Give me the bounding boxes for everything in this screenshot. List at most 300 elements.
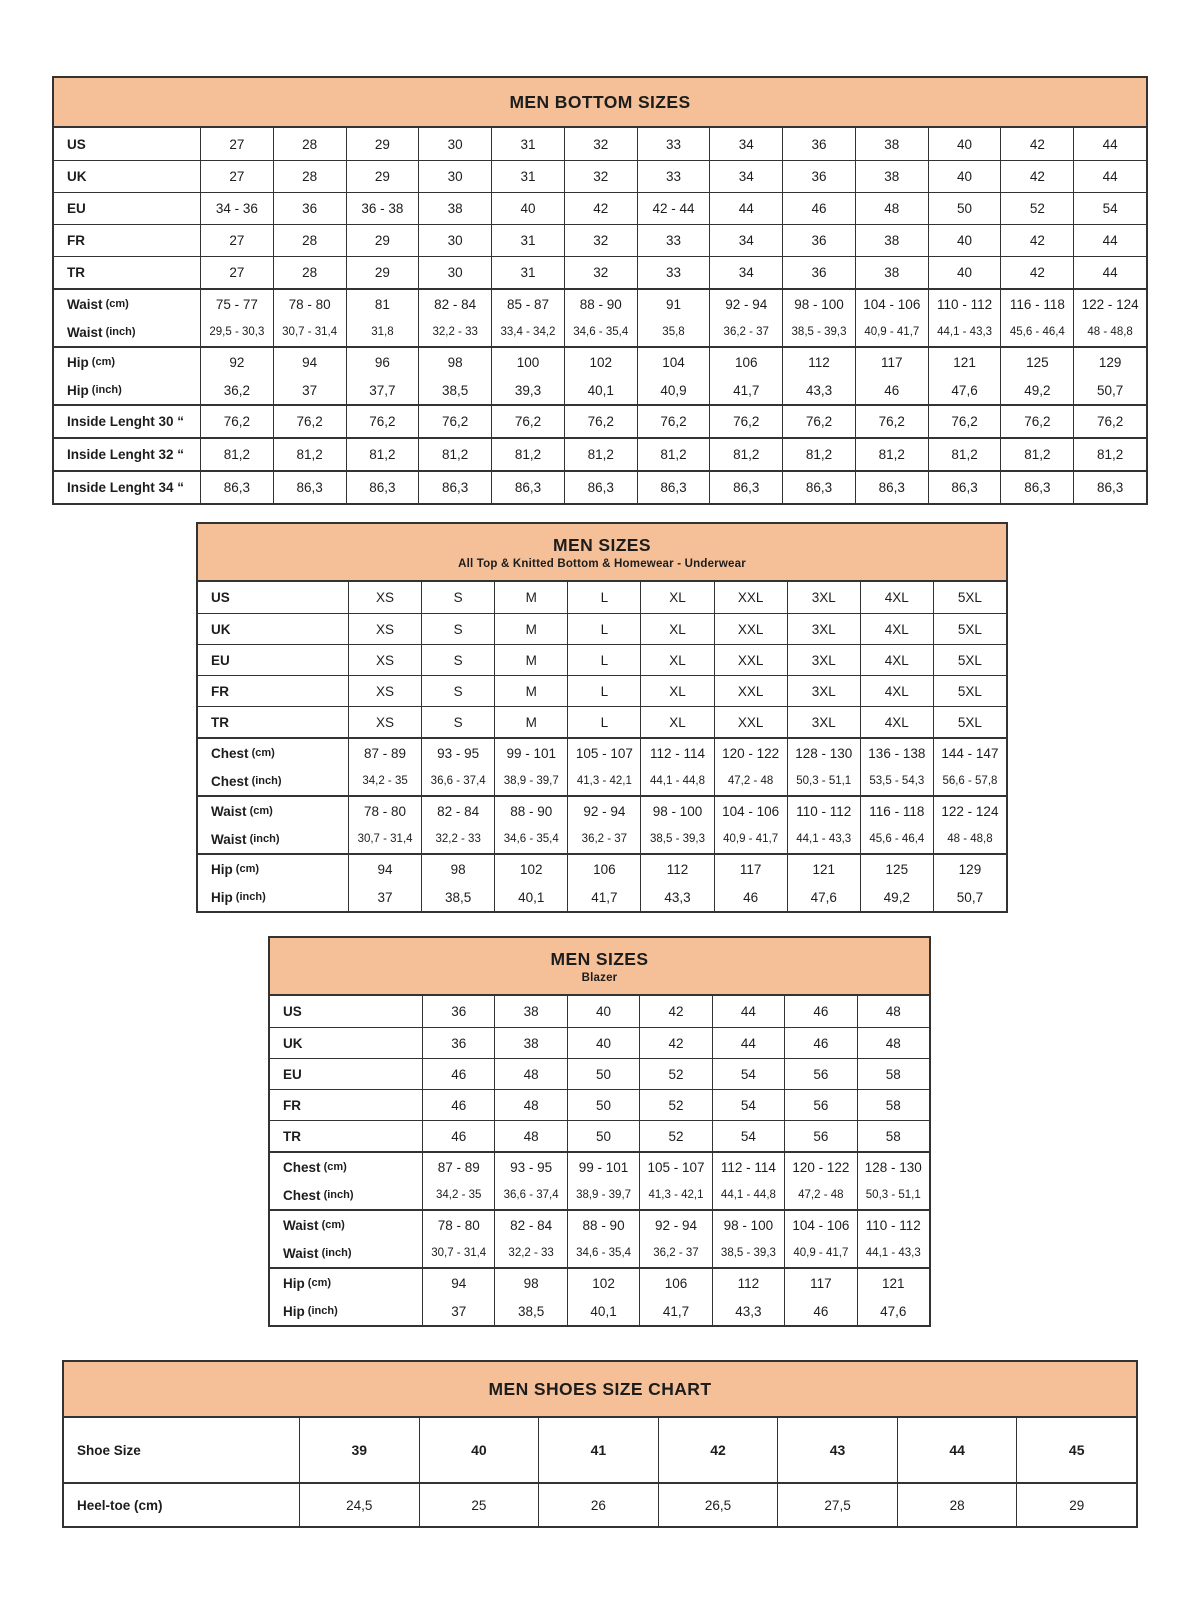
size-cell: 58 bbox=[857, 1090, 929, 1120]
size-cell: 116 - 118 bbox=[860, 797, 933, 825]
size-cell: 81,2 bbox=[564, 439, 637, 470]
size-cell: 33,4 - 34,2 bbox=[491, 318, 564, 346]
size-cell: 87 - 89 bbox=[348, 739, 421, 767]
size-cell: 104 bbox=[637, 348, 710, 376]
size-cell: 49,2 bbox=[860, 883, 933, 911]
size-cell: 93 - 95 bbox=[421, 739, 494, 767]
size-cell: 34,6 - 35,4 bbox=[494, 825, 567, 853]
size-cell: 41,7 bbox=[567, 883, 640, 911]
size-cell: 38 bbox=[855, 257, 928, 288]
size-cell: 45 bbox=[1016, 1418, 1136, 1482]
row-group bbox=[64, 1482, 1136, 1526]
size-row bbox=[270, 1239, 929, 1267]
size-row bbox=[198, 739, 1006, 767]
size-cell: 27 bbox=[200, 161, 273, 192]
size-cell: 45,6 - 46,4 bbox=[1000, 318, 1073, 346]
size-row bbox=[270, 1153, 929, 1181]
size-cell: 76,2 bbox=[564, 406, 637, 437]
size-cell: 29 bbox=[346, 257, 419, 288]
size-cell: 36,6 - 37,4 bbox=[421, 767, 494, 795]
row-label: Hip (inch) bbox=[283, 1303, 338, 1319]
size-cell: 33 bbox=[637, 225, 710, 256]
size-row bbox=[270, 1211, 929, 1239]
size-cell: 42 bbox=[564, 193, 637, 224]
size-row bbox=[54, 318, 1146, 346]
size-cell: 46 bbox=[784, 1028, 856, 1058]
size-row bbox=[270, 1269, 929, 1297]
size-cell: 54 bbox=[712, 1059, 784, 1089]
size-row bbox=[54, 406, 1146, 437]
size-cell: 39 bbox=[299, 1418, 419, 1482]
size-cell: 42 bbox=[1000, 128, 1073, 160]
row-label: Waist (inch) bbox=[67, 324, 136, 340]
table-header bbox=[54, 78, 1146, 128]
row-group bbox=[198, 853, 1006, 911]
row-label: Waist (cm) bbox=[211, 803, 273, 819]
row-label: Heel-toe (cm) bbox=[77, 1497, 163, 1513]
size-cell: 32 bbox=[564, 225, 637, 256]
row-label: Inside Lenght 32 “ bbox=[67, 447, 185, 462]
size-cell: 37 bbox=[273, 376, 346, 404]
size-cell: 82 - 84 bbox=[418, 290, 491, 318]
size-cell: 76,2 bbox=[418, 406, 491, 437]
size-cell: 75 - 77 bbox=[200, 290, 273, 318]
size-cell: 88 - 90 bbox=[567, 1211, 639, 1239]
size-cell: XL bbox=[640, 582, 713, 613]
size-cell: 48 - 48,8 bbox=[1073, 318, 1146, 346]
size-cell: 106 bbox=[709, 348, 782, 376]
size-cell: 48 bbox=[494, 1059, 566, 1089]
size-cell: 38,5 - 39,3 bbox=[782, 318, 855, 346]
size-cell: 78 - 80 bbox=[422, 1211, 494, 1239]
size-cell: XL bbox=[640, 645, 713, 675]
size-cell: 38 bbox=[855, 128, 928, 160]
size-cell: 106 bbox=[567, 855, 640, 883]
size-cell: 86,3 bbox=[637, 472, 710, 503]
size-cell: 34 bbox=[709, 225, 782, 256]
row-group bbox=[54, 128, 1146, 288]
size-cell: M bbox=[494, 676, 567, 706]
size-cell: 104 - 106 bbox=[714, 797, 787, 825]
size-cell: 36,2 bbox=[200, 376, 273, 404]
size-cell: 41,3 - 42,1 bbox=[639, 1181, 711, 1209]
size-cell: 98 bbox=[494, 1269, 566, 1297]
size-cell: 5XL bbox=[933, 582, 1006, 613]
size-cell: 125 bbox=[1000, 348, 1073, 376]
size-row bbox=[64, 1418, 1136, 1482]
size-cell: 46 bbox=[782, 193, 855, 224]
size-cell: 82 - 84 bbox=[421, 797, 494, 825]
row-label: Shoe Size bbox=[77, 1442, 141, 1458]
row-group bbox=[54, 470, 1146, 503]
table-title: MEN SHOES SIZE CHART bbox=[488, 1378, 712, 1399]
size-cell: 121 bbox=[928, 348, 1001, 376]
row-label: Waist (cm) bbox=[283, 1217, 345, 1233]
size-cell: 41,7 bbox=[709, 376, 782, 404]
size-cell: 36 bbox=[782, 225, 855, 256]
size-cell: 86,3 bbox=[491, 472, 564, 503]
size-cell: 98 - 100 bbox=[712, 1211, 784, 1239]
size-cell: 4XL bbox=[860, 707, 933, 737]
row-label: Hip (inch) bbox=[67, 382, 122, 398]
size-row bbox=[198, 767, 1006, 795]
size-cell: 105 - 107 bbox=[567, 739, 640, 767]
size-cell: 26 bbox=[538, 1484, 658, 1526]
size-cell: 122 - 124 bbox=[1073, 290, 1146, 318]
size-cell: 31,8 bbox=[346, 318, 419, 346]
size-cell: 121 bbox=[787, 855, 860, 883]
size-row bbox=[198, 797, 1006, 825]
row-label: EU bbox=[211, 652, 230, 668]
size-cell: 52 bbox=[639, 1121, 711, 1151]
size-cell: 40 bbox=[928, 128, 1001, 160]
row-label: Hip (cm) bbox=[67, 354, 116, 370]
size-row bbox=[54, 348, 1146, 376]
size-cell: 28 bbox=[897, 1484, 1017, 1526]
size-cell: 32,2 - 33 bbox=[421, 825, 494, 853]
row-label: FR bbox=[67, 233, 85, 248]
size-cell: 105 - 107 bbox=[639, 1153, 711, 1181]
size-cell: 38 bbox=[855, 161, 928, 192]
size-cell: 81,2 bbox=[273, 439, 346, 470]
size-row bbox=[270, 1297, 929, 1325]
size-cell: 125 bbox=[860, 855, 933, 883]
size-cell: XXL bbox=[714, 645, 787, 675]
size-cell: 44,1 - 43,3 bbox=[787, 825, 860, 853]
size-cell: 30,7 - 31,4 bbox=[348, 825, 421, 853]
size-cell: 25 bbox=[419, 1484, 539, 1526]
size-cell: 100 bbox=[491, 348, 564, 376]
size-cell: 112 bbox=[782, 348, 855, 376]
row-group bbox=[54, 346, 1146, 404]
size-cell: 40 bbox=[928, 225, 1001, 256]
size-cell: 56,6 - 57,8 bbox=[933, 767, 1006, 795]
size-cell: 36 bbox=[273, 193, 346, 224]
size-cell: 50,3 - 51,1 bbox=[857, 1181, 929, 1209]
size-cell: 36 bbox=[422, 996, 494, 1027]
size-cell: 102 bbox=[567, 1269, 639, 1297]
row-group bbox=[270, 1267, 929, 1325]
size-cell: 36,2 - 37 bbox=[639, 1239, 711, 1267]
size-cell: 30,7 - 31,4 bbox=[422, 1239, 494, 1267]
size-cell: 86,3 bbox=[418, 472, 491, 503]
size-cell: 49,2 bbox=[1000, 376, 1073, 404]
size-cell: 40 bbox=[567, 1028, 639, 1058]
size-cell: 3XL bbox=[787, 707, 860, 737]
size-cell: 92 - 94 bbox=[709, 290, 782, 318]
size-cell: 32,2 - 33 bbox=[418, 318, 491, 346]
size-cell: 3XL bbox=[787, 582, 860, 613]
size-cell: 29 bbox=[346, 128, 419, 160]
size-cell: 86,3 bbox=[346, 472, 419, 503]
size-row bbox=[54, 256, 1146, 288]
size-cell: 48 bbox=[494, 1090, 566, 1120]
size-cell: 30 bbox=[418, 128, 491, 160]
size-cell: 40 bbox=[928, 257, 1001, 288]
size-cell: 4XL bbox=[860, 614, 933, 644]
size-cell: 44 bbox=[712, 1028, 784, 1058]
size-cell: 44,1 - 44,8 bbox=[640, 767, 713, 795]
size-cell: 81 bbox=[346, 290, 419, 318]
size-cell: 38 bbox=[494, 1028, 566, 1058]
size-cell: 102 bbox=[564, 348, 637, 376]
size-cell: L bbox=[567, 614, 640, 644]
size-cell: 86,3 bbox=[1073, 472, 1146, 503]
size-cell: 85 - 87 bbox=[491, 290, 564, 318]
size-cell: XL bbox=[640, 676, 713, 706]
size-cell: 52 bbox=[639, 1059, 711, 1089]
row-group bbox=[198, 737, 1006, 795]
size-cell: 56 bbox=[784, 1090, 856, 1120]
size-cell: 76,2 bbox=[928, 406, 1001, 437]
size-cell: 54 bbox=[712, 1090, 784, 1120]
size-cell: 136 - 138 bbox=[860, 739, 933, 767]
row-group bbox=[64, 1418, 1136, 1482]
size-cell: 128 - 130 bbox=[857, 1153, 929, 1181]
size-cell: 47,6 bbox=[857, 1297, 929, 1325]
table-header bbox=[64, 1362, 1136, 1418]
size-cell: XXL bbox=[714, 614, 787, 644]
size-cell: 5XL bbox=[933, 645, 1006, 675]
size-cell: 44 bbox=[1073, 225, 1146, 256]
size-cell: 47,2 - 48 bbox=[784, 1181, 856, 1209]
size-cell: 36 bbox=[782, 257, 855, 288]
size-cell: 44,1 - 43,3 bbox=[928, 318, 1001, 346]
size-cell: 30,7 - 31,4 bbox=[273, 318, 346, 346]
row-label: US bbox=[283, 1004, 302, 1019]
size-cell: 33 bbox=[637, 128, 710, 160]
size-cell: 92 - 94 bbox=[567, 797, 640, 825]
size-cell: XS bbox=[348, 676, 421, 706]
size-cell: 40,1 bbox=[494, 883, 567, 911]
size-cell: 44 bbox=[712, 996, 784, 1027]
row-label: US bbox=[67, 136, 86, 152]
size-row bbox=[54, 290, 1146, 318]
size-cell: 31 bbox=[491, 128, 564, 160]
size-cell: 106 bbox=[639, 1269, 711, 1297]
size-cell: 5XL bbox=[933, 676, 1006, 706]
size-cell: 78 - 80 bbox=[348, 797, 421, 825]
size-cell: XS bbox=[348, 614, 421, 644]
size-row bbox=[270, 1027, 929, 1058]
size-cell: 36,2 - 37 bbox=[709, 318, 782, 346]
size-cell: 34 - 36 bbox=[200, 193, 273, 224]
size-cell: 86,3 bbox=[928, 472, 1001, 503]
size-cell: 53,5 - 54,3 bbox=[860, 767, 933, 795]
size-cell: 56 bbox=[784, 1059, 856, 1089]
size-cell: 98 bbox=[421, 855, 494, 883]
row-group bbox=[54, 404, 1146, 437]
size-cell: 31 bbox=[491, 161, 564, 192]
size-cell: 81,2 bbox=[200, 439, 273, 470]
size-row bbox=[198, 706, 1006, 737]
size-row bbox=[54, 224, 1146, 256]
row-label: Chest (inch) bbox=[211, 773, 282, 789]
size-cell: 43,3 bbox=[640, 883, 713, 911]
men-sizes-blazer-table bbox=[268, 936, 931, 1327]
size-cell: S bbox=[421, 676, 494, 706]
size-cell: 86,3 bbox=[709, 472, 782, 503]
size-cell: L bbox=[567, 676, 640, 706]
table-body bbox=[270, 996, 929, 1325]
size-cell: 41 bbox=[538, 1418, 658, 1482]
size-cell: M bbox=[494, 582, 567, 613]
row-group bbox=[198, 795, 1006, 853]
size-cell: 42 - 44 bbox=[637, 193, 710, 224]
size-cell: 117 bbox=[855, 348, 928, 376]
men-shoes-size-chart-table bbox=[62, 1360, 1138, 1528]
size-cell: 47,6 bbox=[928, 376, 1001, 404]
row-label: EU bbox=[283, 1066, 302, 1082]
row-group bbox=[198, 582, 1006, 737]
size-cell: 36 bbox=[422, 1028, 494, 1058]
row-group bbox=[270, 1151, 929, 1209]
size-cell: 86,3 bbox=[273, 472, 346, 503]
size-cell: 52 bbox=[639, 1090, 711, 1120]
size-row bbox=[54, 376, 1146, 404]
size-cell: S bbox=[421, 707, 494, 737]
row-label: UK bbox=[211, 621, 231, 637]
size-cell: 76,2 bbox=[709, 406, 782, 437]
size-cell: 76,2 bbox=[1073, 406, 1146, 437]
size-cell: 128 - 130 bbox=[787, 739, 860, 767]
size-cell: 58 bbox=[857, 1121, 929, 1151]
row-label: Chest (inch) bbox=[283, 1187, 354, 1203]
size-cell: 40,9 - 41,7 bbox=[855, 318, 928, 346]
size-cell: 94 bbox=[273, 348, 346, 376]
size-cell: 112 - 114 bbox=[640, 739, 713, 767]
size-cell: 24,5 bbox=[299, 1484, 419, 1526]
size-cell: XXL bbox=[714, 676, 787, 706]
row-label: Chest (cm) bbox=[211, 745, 275, 761]
size-cell: 27,5 bbox=[777, 1484, 897, 1526]
size-cell: S bbox=[421, 582, 494, 613]
size-row bbox=[54, 439, 1146, 470]
size-cell: 50,7 bbox=[933, 883, 1006, 911]
size-cell: 41,7 bbox=[639, 1297, 711, 1325]
size-cell: XL bbox=[640, 614, 713, 644]
row-label: Inside Lenght 30 “ bbox=[67, 414, 185, 429]
size-cell: 112 bbox=[712, 1269, 784, 1297]
size-cell: 37,7 bbox=[346, 376, 419, 404]
row-label: TR bbox=[211, 714, 229, 730]
size-cell: 94 bbox=[422, 1269, 494, 1297]
size-cell: 34 bbox=[709, 161, 782, 192]
size-row bbox=[198, 613, 1006, 644]
size-cell: 40,1 bbox=[567, 1297, 639, 1325]
size-cell: 43,3 bbox=[782, 376, 855, 404]
size-cell: 52 bbox=[1000, 193, 1073, 224]
size-cell: 29 bbox=[346, 225, 419, 256]
size-cell: 27 bbox=[200, 128, 273, 160]
size-cell: 112 - 114 bbox=[712, 1153, 784, 1181]
size-cell: XXL bbox=[714, 582, 787, 613]
size-cell: 30 bbox=[418, 225, 491, 256]
size-cell: 91 bbox=[637, 290, 710, 318]
size-cell: 28 bbox=[273, 257, 346, 288]
size-cell: 86,3 bbox=[855, 472, 928, 503]
size-cell: 144 - 147 bbox=[933, 739, 1006, 767]
size-cell: 120 - 122 bbox=[784, 1153, 856, 1181]
size-row bbox=[54, 472, 1146, 503]
size-row bbox=[64, 1484, 1136, 1526]
size-cell: 29 bbox=[1016, 1484, 1136, 1526]
size-cell: XS bbox=[348, 707, 421, 737]
size-cell: 35,8 bbox=[637, 318, 710, 346]
size-cell: 110 - 112 bbox=[857, 1211, 929, 1239]
size-cell: 120 - 122 bbox=[714, 739, 787, 767]
size-row bbox=[270, 1181, 929, 1209]
size-cell: 99 - 101 bbox=[567, 1153, 639, 1181]
size-cell: 46 bbox=[855, 376, 928, 404]
size-cell: 43,3 bbox=[712, 1297, 784, 1325]
size-cell: 44,1 - 43,3 bbox=[857, 1239, 929, 1267]
size-cell: 50 bbox=[567, 1059, 639, 1089]
size-row bbox=[198, 644, 1006, 675]
size-cell: 44 bbox=[1073, 161, 1146, 192]
size-cell: 44 bbox=[897, 1418, 1017, 1482]
row-label: Waist (inch) bbox=[211, 831, 280, 847]
size-cell: XS bbox=[348, 645, 421, 675]
size-cell: 3XL bbox=[787, 676, 860, 706]
size-cell: 31 bbox=[491, 257, 564, 288]
table-title: MEN SIZES bbox=[553, 534, 651, 555]
size-cell: 29 bbox=[346, 161, 419, 192]
row-label: UK bbox=[283, 1035, 303, 1051]
row-label: UK bbox=[67, 169, 87, 184]
size-cell: 76,2 bbox=[1000, 406, 1073, 437]
size-cell: 46 bbox=[422, 1059, 494, 1089]
size-cell: 81,2 bbox=[855, 439, 928, 470]
size-cell: 40 bbox=[928, 161, 1001, 192]
size-cell: 39,3 bbox=[491, 376, 564, 404]
size-cell: 38 bbox=[494, 996, 566, 1027]
size-cell: 42 bbox=[1000, 225, 1073, 256]
row-label: TR bbox=[67, 265, 85, 280]
table-subtitle: All Top & Knitted Bottom & Homewear - Underwear bbox=[458, 557, 746, 570]
row-group bbox=[54, 288, 1146, 346]
table-header bbox=[270, 938, 929, 996]
size-cell: 86,3 bbox=[564, 472, 637, 503]
size-cell: XS bbox=[348, 582, 421, 613]
size-cell: 86,3 bbox=[782, 472, 855, 503]
size-cell: 81,2 bbox=[709, 439, 782, 470]
size-cell: 54 bbox=[712, 1121, 784, 1151]
size-cell: 48 bbox=[857, 1028, 929, 1058]
size-cell: 40 bbox=[419, 1418, 539, 1482]
size-cell: 50,3 - 51,1 bbox=[787, 767, 860, 795]
size-cell: 36,2 - 37 bbox=[567, 825, 640, 853]
size-cell: 48 bbox=[494, 1121, 566, 1151]
size-cell: 4XL bbox=[860, 676, 933, 706]
size-cell: 81,2 bbox=[491, 439, 564, 470]
size-cell: 98 - 100 bbox=[782, 290, 855, 318]
size-cell: 38,9 - 39,7 bbox=[567, 1181, 639, 1209]
row-group bbox=[270, 996, 929, 1151]
size-cell: 47,2 - 48 bbox=[714, 767, 787, 795]
row-label: Inside Lenght 34 “ bbox=[67, 480, 185, 495]
size-cell: 32,2 - 33 bbox=[494, 1239, 566, 1267]
size-cell: 40,9 - 41,7 bbox=[714, 825, 787, 853]
table-header bbox=[198, 524, 1006, 582]
table-title: MEN BOTTOM SIZES bbox=[509, 91, 691, 112]
size-cell: 42 bbox=[658, 1418, 778, 1482]
size-row bbox=[198, 675, 1006, 706]
size-cell: 44,1 - 44,8 bbox=[712, 1181, 784, 1209]
size-cell: 76,2 bbox=[637, 406, 710, 437]
size-cell: 87 - 89 bbox=[422, 1153, 494, 1181]
size-row bbox=[54, 128, 1146, 160]
